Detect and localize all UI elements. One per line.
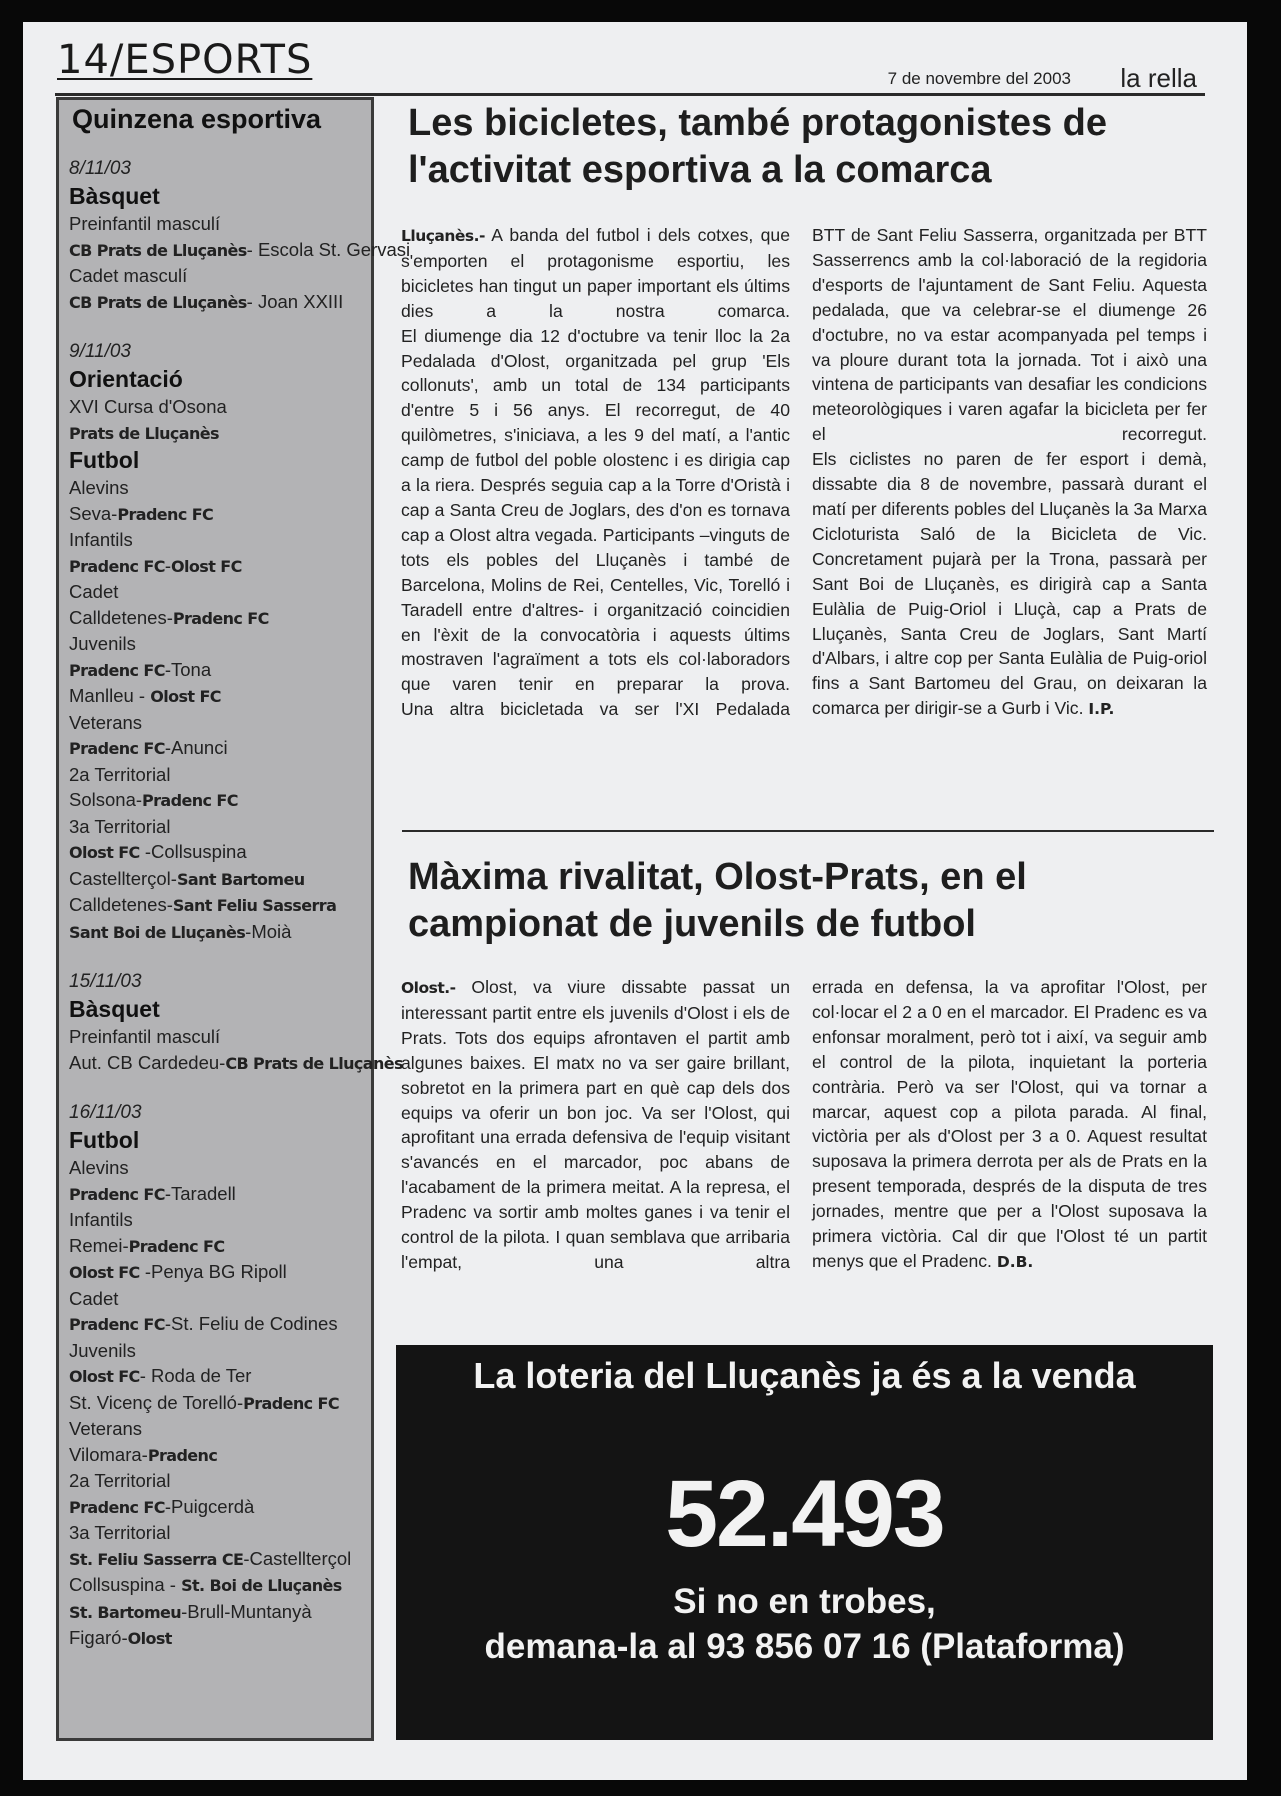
fixture-text: Solsona- xyxy=(69,789,143,810)
fixture-line xyxy=(69,475,371,501)
fixture-line xyxy=(69,1390,371,1417)
fixture-text: Infantils xyxy=(69,529,133,550)
article-divider xyxy=(402,830,1214,832)
fixture-line xyxy=(69,1546,371,1573)
fixture-line xyxy=(69,839,371,866)
team-name: Sant Feliu Sasserra xyxy=(172,896,337,915)
fixture-line xyxy=(69,1286,371,1312)
fixture-text: -Moià xyxy=(245,920,292,942)
fixture-text: Vilomara- xyxy=(69,1443,148,1465)
fixture-line xyxy=(69,1338,371,1364)
fixture-text: Juvenils xyxy=(69,1339,136,1361)
fixture-line xyxy=(69,1155,371,1181)
team-name: Olost FC xyxy=(150,687,221,706)
fixture-text: Veterans xyxy=(69,711,143,733)
fixture-text: -Puigcerdà xyxy=(164,1495,255,1517)
fixture-line xyxy=(69,1024,371,1050)
fixture-text: Infantils xyxy=(69,1209,133,1230)
article-column xyxy=(812,975,1207,1275)
fixture-text: Figaró- xyxy=(69,1627,128,1648)
article-headline: Les bicicletes, també protagonistes de l'activitat esportiva a la comarca xyxy=(408,102,1107,191)
fixture-text: 2a Territorial xyxy=(69,1470,171,1491)
fixture-text: Alevins xyxy=(69,1157,129,1178)
fixture-text: Preinfantil masculí xyxy=(69,1026,221,1047)
team-name: Pradenc FC xyxy=(243,1393,339,1413)
author-signature: D.B. xyxy=(996,1252,1034,1271)
team-name: St. Feliu Sasserra CE xyxy=(69,1549,244,1569)
team-name: Olost FC xyxy=(69,1263,140,1282)
team-name: Pradenc xyxy=(147,1445,218,1465)
calendar-date: 16/11/03 xyxy=(69,1102,142,1123)
fixture-line xyxy=(69,211,371,237)
fixture-text: -Collsuspina xyxy=(139,841,247,862)
fixture-text: -Brull-Muntanyà xyxy=(181,1600,312,1622)
fixture-line xyxy=(69,1494,371,1521)
fixture-text: -Tona xyxy=(164,658,212,680)
article-paragraph: Olost, va viure dissabte passat un interessant partit entre els juvenils d'Olost i els de Prats. Tots dos equips afrontaven el partit amb algunes baixes. El matx no va ser gaire brillant, sobretot en la primera part en què cap dels dos equips va oferir un bon joc. Va ser l'Olost, qui aprofitant una errada defensiva de l'equip visitant s'avancés en el marcador, poc abans de l'acabament de la primera meitat. A la represa, el Pradenc va sortir amb moltes ganes i va tenir el control de la pilota. I quan semblava que arribaria l'empat, una altra xyxy=(401,977,790,1272)
fixture-line xyxy=(69,1625,371,1652)
fixture-line xyxy=(69,919,371,946)
team-name: Pradenc FC xyxy=(117,504,214,524)
team-name: Sant Boi de Lluçanès xyxy=(69,922,246,942)
fixture-text: - Roda de Ter xyxy=(139,1365,252,1386)
team-name: Olost FC xyxy=(69,843,140,862)
fixture-line xyxy=(69,1181,371,1208)
fixture-line xyxy=(69,289,371,316)
fixture-text: Manlleu - xyxy=(69,685,151,706)
team-name: Sant Bartomeu xyxy=(176,869,305,889)
article-paragraph: BTT de Sant Feliu Sasserra, organitzada per BTT Sasserrencs amb la col·laboració de la regidoria d'esports de l'ajuntament de Sant Feliu. Aquesta pedalada, que va celebrar-se el diumenge 26 d'octubre, no va estar acompanyada pel temps i va ploure durant tota la jornada. Tot i això una vintena de participants van desafiar les condicions meteorològiques i varen agafar la bicicleta per fer el recorregut. xyxy=(812,225,1207,445)
article-column xyxy=(812,223,1207,722)
calendar-date: 9/11/03 xyxy=(69,341,131,362)
fixture-text: 3a Territorial xyxy=(69,1522,171,1543)
article-column xyxy=(401,975,790,1275)
sport-heading: Bàsquet xyxy=(69,996,160,1022)
fixture-line xyxy=(69,710,371,736)
fixture-text: Aut. CB Cardedeu- xyxy=(69,1051,226,1073)
calendar-date: 15/11/03 xyxy=(69,971,142,992)
fixture-text: Veterans xyxy=(69,1418,143,1439)
fixture-text: Collsuspina - xyxy=(69,1574,182,1595)
fixture-line xyxy=(69,631,371,657)
fixture-line xyxy=(69,1311,371,1338)
newspaper-name: la rella xyxy=(1120,63,1197,93)
fixture-text: - Joan XXIII xyxy=(246,290,344,312)
ad-title: La loteria del Lluçanès ja és a la venda xyxy=(473,1355,1136,1396)
article-paragraph: A banda del futbol i dels cotxes, que s'emporten el protagonisme esportiu, les bicicletes han tingut un paper important els últims dies a la nostra comarca. xyxy=(401,225,790,321)
ad-text: Si no en trobes, xyxy=(673,1582,936,1621)
fixture-text: Calldetenes- xyxy=(69,606,173,628)
sport-heading: Orientació xyxy=(69,366,183,392)
team-name: Pradenc FC xyxy=(69,556,165,576)
fixture-line xyxy=(69,814,371,840)
lottery-number: 52.493 xyxy=(665,1461,944,1567)
team-name: Olost xyxy=(127,1629,172,1648)
fixture-line xyxy=(69,683,371,710)
team-name: Prats de Lluçanès xyxy=(69,423,219,443)
team-name: Pradenc FC xyxy=(69,1497,165,1517)
fixture-text: Alevins xyxy=(69,477,129,498)
fixture-text: Cadet masculí xyxy=(69,265,188,286)
team-name: Olost FC xyxy=(69,1367,140,1386)
article-column xyxy=(401,223,790,722)
fixture-text: - Escola St. Gervasi xyxy=(246,238,411,260)
team-name: CB Prats de Lluçanès xyxy=(69,240,247,260)
fixture-text: 2a Territorial xyxy=(69,763,171,785)
article-lead: Olost.- xyxy=(401,979,456,997)
fixture-text: Preinfantil masculí xyxy=(69,213,221,234)
team-name: Pradenc FC xyxy=(69,1184,165,1204)
fixture-text: Cadet xyxy=(69,581,119,602)
fixture-line xyxy=(69,1363,371,1390)
team-name: Pradenc FC xyxy=(69,1315,165,1334)
fixture-line xyxy=(69,1259,371,1286)
sport-heading: Bàsquet xyxy=(69,183,160,209)
sidebar-content xyxy=(59,156,411,1652)
fixture-line xyxy=(69,527,371,553)
fixture-text: St. Vicenç de Torelló- xyxy=(69,1391,244,1413)
fixture-line xyxy=(69,579,371,605)
fixture-line xyxy=(69,866,371,893)
team-name: Pradenc FC xyxy=(69,739,165,758)
team-name: CB Prats de Lluçanès xyxy=(69,292,247,312)
fixture-line xyxy=(69,394,371,420)
fixture-text: XVI Cursa d'Osona xyxy=(69,396,227,417)
issue-date: 7 de novembre del 2003 xyxy=(887,69,1071,88)
article-lead: Lluçanès.- xyxy=(401,227,485,245)
team-name: Pradenc FC xyxy=(69,660,165,680)
fixture-line xyxy=(69,1207,371,1233)
fixture-text: Calldetenes- xyxy=(69,894,173,915)
fixture-text: -St. Feliu de Codines xyxy=(164,1313,338,1334)
fixture-line xyxy=(69,1442,371,1469)
fixture-text: -Castellterçol xyxy=(243,1547,352,1569)
fixture-line xyxy=(69,1520,371,1546)
article-paragraph: El diumenge dia 12 d'octubre va tenir lloc la 2a Pedalada d'Olost, organitzada pel grup 'Els collonuts', amb un total de 134 participants d'entre 5 i 56 anys. El recorregut, de 40 quilòmetres, s'iniciava, a les 9 del matí, a l'antic camp de futbol del poble olostenc i es dirigia cap a la riera. Després seguia cap a la Torre d'Oristà i cap a Santa Creu de Joglars, des d'on es tornava cap a Olost altra vegada. Participants –vinguts de tots els pobles del Lluçanès i també de Barcelona, Molins de Rei, Centelles, Vic, Torelló i Taradell entre d'altres- i organització coincidien en l'èxit de la convocatòria i aquests últims mostraven l'agraïment a tots els col·laboradors que varen tenir en preparar la prova. xyxy=(401,325,790,695)
team-name: St. Bartomeu xyxy=(69,1602,182,1622)
fixture-line xyxy=(69,735,371,762)
article-paragraph: Els ciclistes no paren de fer esport i demà, dissabte dia 8 de novembre, passarà durant el matí per diferents pobles del Lluçanès la 3a Marxa Cicloturista Saló de la Bicicleta de Vic. Concretament pujarà per la Trona, passarà per Sant Boi de Lluçanès, es dirigirà cap a Santa Eulàlia de Puig-Oriol i Lluçà, cap a Prats de Lluçanès, Santa Creu de Joglars, Sant Martí d'Albars, i altre cop per Santa Eulàlia de Puig-oriol fins a Sant Bartomeu del Grau, on deixaran la comarca per dirigir-se a Gurb i Vic. xyxy=(812,449,1207,719)
fixture-line xyxy=(69,762,371,788)
fixture-line xyxy=(69,787,371,814)
fixture-text: Castellterçol- xyxy=(69,867,177,889)
fixture-line xyxy=(69,501,371,528)
calendar-date: 8/11/03 xyxy=(69,158,131,179)
fixture-line xyxy=(69,892,371,919)
fixture-line xyxy=(69,420,371,447)
article-paragraph: errada en defensa, la va aprofitar l'Olost, per col·locar el 2 a 0 en el marcador. El Pradenc es va enfonsar moralment, però tot i així, va seguir amb el control de la pilota, inquietant la porteria contrària. Però va ser l'Olost, qui va tornar a marcar, aquest cop a pilota parada. Al final, victòria per als d'Olost per 3 a 0. Aquest resultat suposava la primera derrota per als de Prats en la present temporada, després de la disputa de tres jornades, mentre que per a l'Olost suposava la primera victòria. Cal dir que l'Olost té un partit menys que el Pradenc. xyxy=(812,977,1207,1271)
section-title: 14/ESPORTS xyxy=(57,37,313,83)
fixture-line xyxy=(69,657,371,684)
fixture-text: -Taradell xyxy=(164,1182,236,1204)
fixture-line xyxy=(69,263,371,289)
author-signature: I.P. xyxy=(1088,700,1115,719)
fixture-line xyxy=(69,1572,371,1599)
fixture-line xyxy=(69,237,411,264)
team-name: CB Prats de Lluçanès xyxy=(225,1053,403,1073)
lottery-advertisement xyxy=(396,1345,1213,1740)
team-name: Pradenc FC xyxy=(128,1236,225,1256)
fixture-text: 3a Territorial xyxy=(69,815,171,837)
team-name: Pradenc FC xyxy=(172,608,269,628)
fixture-line xyxy=(69,1416,371,1442)
sport-heading: Futbol xyxy=(69,447,140,473)
fixture-line xyxy=(69,1233,371,1260)
fixture-text: -Anunci xyxy=(164,737,228,758)
article-headline: Màxima rivalitat, Olost-Prats, en el campionat de juvenils de futbol xyxy=(408,856,1027,945)
team-name: St. Boi de Lluçanès xyxy=(181,1576,342,1595)
fixture-text: -Penya BG Ripoll xyxy=(139,1261,287,1282)
fixture-line xyxy=(69,1468,371,1494)
fixture-text: Seva- xyxy=(69,502,118,524)
team-name: Olost FC xyxy=(171,556,242,576)
fixture-line xyxy=(69,1050,403,1077)
sports-calendar-sidebar xyxy=(56,97,411,1741)
newspaper-page xyxy=(23,22,1247,1780)
masthead xyxy=(55,37,1205,96)
ad-phone-text: demana-la al 93 856 07 16 (Plataforma) xyxy=(484,1627,1125,1666)
article-paragraph: Una altra bicicletada va ser l'XI Pedalada xyxy=(401,699,790,720)
fixture-text: Juvenils xyxy=(69,633,136,654)
sidebar-title: Quinzena esportiva xyxy=(72,104,322,134)
fixture-line xyxy=(69,605,371,632)
team-name: Pradenc FC xyxy=(142,791,238,810)
fixture-text: Cadet xyxy=(69,1287,119,1309)
fixture-text: - xyxy=(164,554,172,576)
fixture-text: Remei- xyxy=(69,1234,129,1256)
fixture-line xyxy=(69,553,371,580)
fixture-line xyxy=(69,1599,371,1626)
sport-heading: Futbol xyxy=(69,1127,140,1153)
